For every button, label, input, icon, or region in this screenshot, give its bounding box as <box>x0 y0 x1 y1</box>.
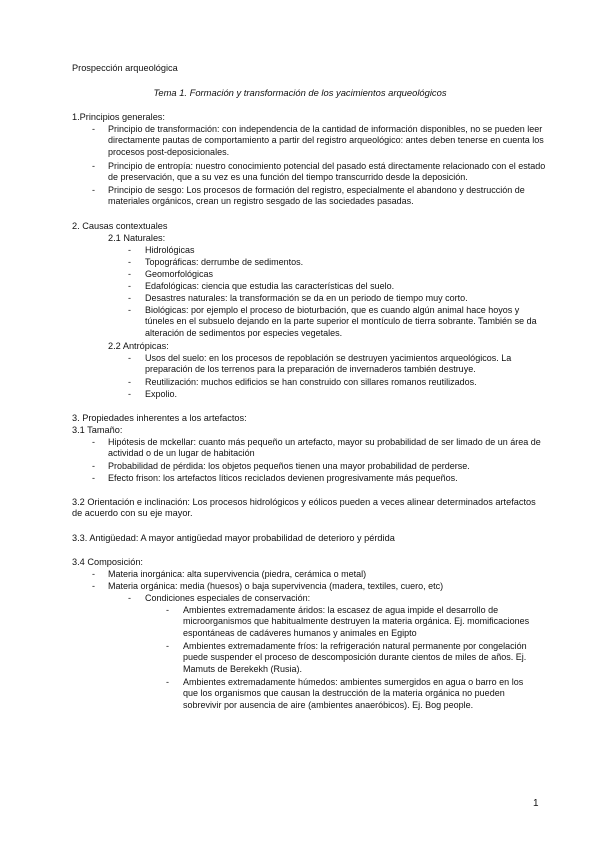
bullet-dash: - <box>92 461 95 471</box>
list-item: Desastres naturales: la transformación se da en un periodo de tiempo muy corto. <box>145 293 468 303</box>
list-item: Expolio. <box>145 389 178 399</box>
list-item: Ambientes extremadamente áridos: la escasez de agua impide el desarrollo de microorganismos que habitualmente destruyen la materia orgánica. Ej. momificaciones espontáneas de cadáveres humanos y animales en Egipto <box>183 605 530 638</box>
list-item: Principio de sesgo: Los procesos de formación del registro, especialmente el abandono y destrucción de materiales orgánicos, crean un registro sesgado de las sociedades pasadas. <box>108 185 525 207</box>
bullet-dash: - <box>166 677 169 687</box>
list-item: Biológicas: por ejemplo el proceso de bioturbación, que es cuando algún animal hace hoyos y túneles en el subsuelo dejando en la parte superior el montículo de tierra sobrante. También se da alteración de sedimentos por especies vegetales. <box>145 305 537 338</box>
list-item: Condiciones especiales de conservación: <box>145 593 311 603</box>
list-item: Ambientes extremadamente húmedos: ambientes sumergidos en agua o barro en los que los organismos que causan la destrucción de la materia orgánica no pueden sobrevivir por ausencia de aire (ambientes anaeróbicos). Ej. Bog people. <box>183 677 524 710</box>
bullet-dash: - <box>128 245 131 255</box>
bullet-dash: - <box>92 437 95 447</box>
subsection-antiguedad: 3.3. Antigüedad: A mayor antigüedad mayor probabilidad de deterioro y pérdida <box>72 533 395 543</box>
list-item: Edafológicas: ciencia que estudia las características del suelo. <box>145 281 395 291</box>
bullet-dash: - <box>92 581 95 591</box>
list-item: Efecto frison: los artefactos líticos reciclados devienen progresivamente más pequeños. <box>108 473 458 483</box>
subsection-tamano: 3.1 Tamaño: <box>72 425 123 435</box>
section-3-heading: 3. Propiedades inherentes a los artefactos: <box>72 413 247 423</box>
bullet-dash: - <box>92 473 95 483</box>
list-item: Ambientes extremadamente fríos: la refrigeración natural permanente por congelación puede suspender el proceso de descomposición durante cientos de miles de años. Ej. Mamuts de Berekekh (Rusia). <box>183 641 527 674</box>
page-number: 1 <box>533 798 539 809</box>
bullet-dash: - <box>128 377 131 387</box>
bullet-dash: - <box>128 305 131 315</box>
list-item: Geomorfológicas <box>145 269 214 279</box>
list-item: Probabilidad de pérdida: los objetos pequeños tienen una mayor probabilidad de perderse. <box>108 461 470 471</box>
section-2-heading: 2. Causas contextuales <box>72 221 168 231</box>
subsection-composicion: 3.4 Composición: <box>72 557 143 567</box>
topic-title: Tema 1. Formación y transformación de los yacimientos arqueológicos <box>153 87 447 98</box>
bullet-dash: - <box>166 641 169 651</box>
bullet-dash: - <box>92 161 95 171</box>
list-item: Reutilización: muchos edificios se han construido con sillares romanos reutilizados. <box>145 377 477 387</box>
bullet-dash: - <box>128 293 131 303</box>
list-item: Materia orgánica: media (huesos) o baja supervivencia (madera, textiles, cuero, etc) <box>108 581 444 591</box>
bullet-dash: - <box>92 185 95 195</box>
list-item: Materia inorgánica: alta supervivencia (piedra, cerámica o metal) <box>108 569 367 579</box>
list-item: Principio de entropía: nuestro conocimiento potencial del pasado está directamente relacionado con el estado de preservación, que a su vez es una función del tiempo transcurrido desde la deposición. <box>108 161 546 183</box>
list-item: Usos del suelo: en los procesos de repoblación se destruyen yacimientos arqueológicos. La preparación de los terrenos para la preparación de invernaderos también destruye. <box>145 353 512 375</box>
bullet-dash: - <box>128 269 131 279</box>
list-item: Hipótesis de mckellar: cuanto más pequeño un artefacto, mayor su probabilidad de ser limado de un área de actividad o de un lugar de habitación <box>108 437 541 459</box>
bullet-dash: - <box>166 605 169 615</box>
bullet-dash: - <box>92 569 95 579</box>
list-item: Principio de transformación: con independencia de la cantidad de información disponibles, no se pueden leer directamente pautas de comportamiento a partir del registro arqueológico: antes deben tenerse en cuenta los procesos post-deposicionales. <box>108 124 544 157</box>
subsection-antropicas: 2.2 Antrópicas: <box>108 341 169 351</box>
section-1-heading: 1.Principios generales: <box>72 112 165 122</box>
bullet-dash: - <box>92 124 95 134</box>
document-title: Prospección arqueológica <box>72 63 178 73</box>
subsection-naturales: 2.1 Naturales: <box>108 233 166 243</box>
list-item: Topográficas: derrumbe de sedimentos. <box>145 257 304 267</box>
bullet-dash: - <box>128 281 131 291</box>
subsection-orientacion: 3.2 Orientación e inclinación: Los procesos hidrológicos y eólicos pueden a veces alinear determinados artefactos de acuerdo con su eje mayor. <box>72 497 536 519</box>
bullet-dash: - <box>128 389 131 399</box>
bullet-dash: - <box>128 353 131 363</box>
bullet-dash: - <box>128 593 131 603</box>
bullet-dash: - <box>128 257 131 267</box>
list-item: Hidrológicas <box>145 245 195 255</box>
